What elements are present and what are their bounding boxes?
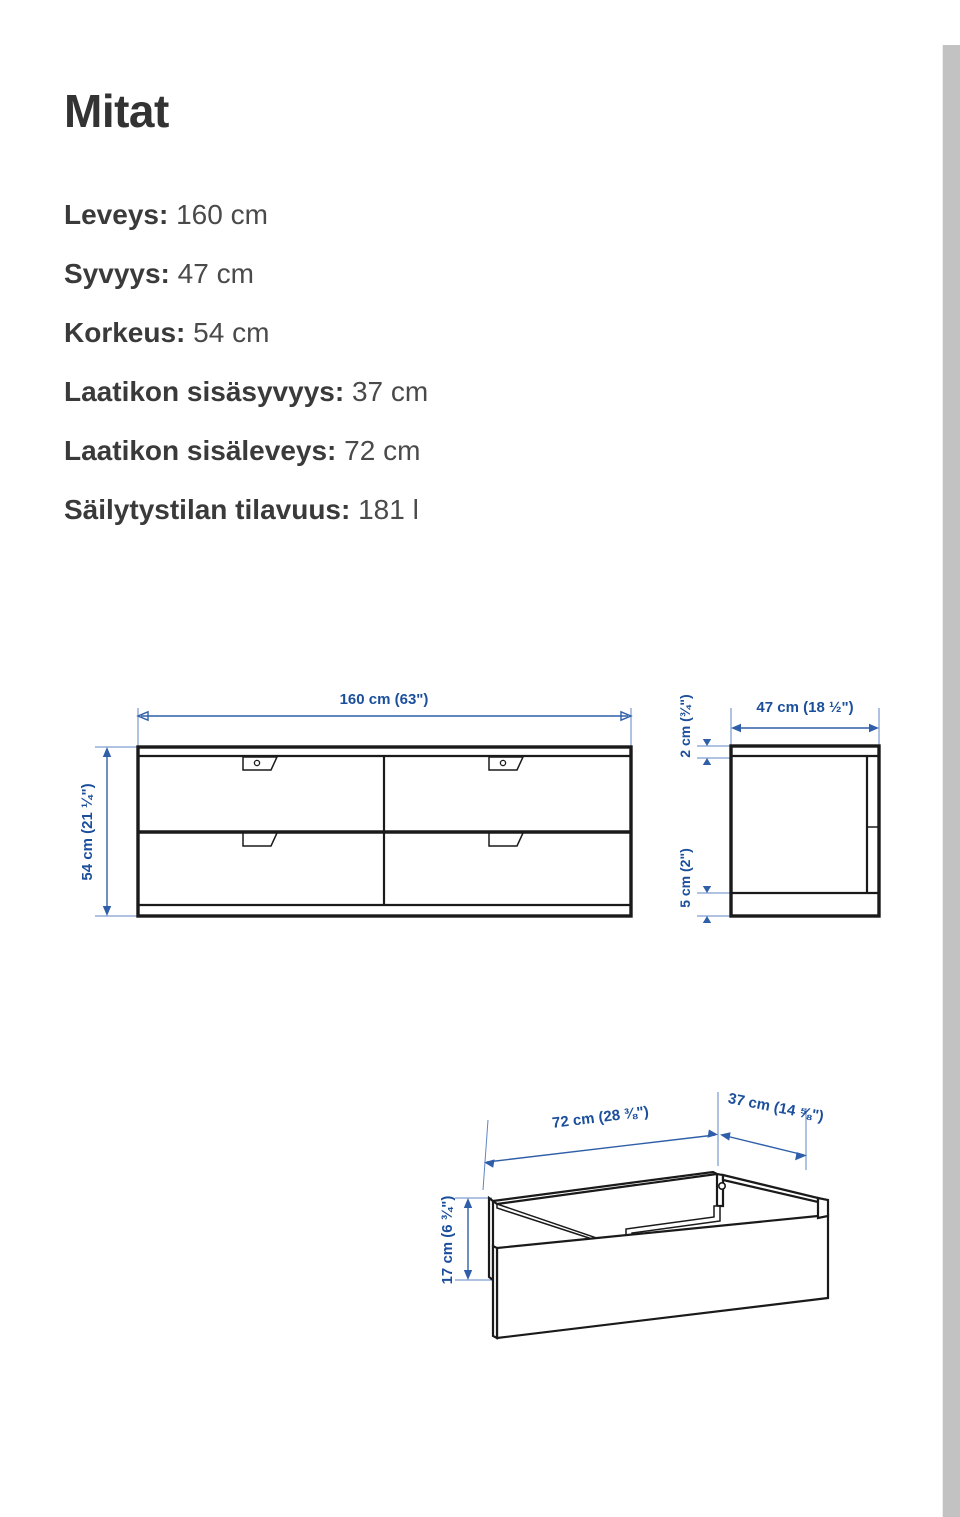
spec-label-laatikon-sisasyvyys: Laatikon sisäsyvyys: bbox=[64, 376, 345, 407]
front-view-height-label: 54 cm (21 ¼") bbox=[79, 783, 96, 881]
spec-label-leveys: Leveys: bbox=[64, 199, 169, 230]
front-view-width-label: 160 cm (63") bbox=[339, 691, 429, 708]
front-view-cabinet-body bbox=[138, 747, 631, 916]
drawer-inner-height-dimension bbox=[439, 1196, 492, 1285]
drawer-handle-top-right bbox=[489, 757, 523, 770]
side-view-top-thickness-dimension bbox=[677, 694, 731, 765]
spec-row-syvyys bbox=[64, 244, 764, 303]
spec-label-laatikon-sisaleveys: Laatikon sisäleveys: bbox=[64, 435, 337, 466]
spec-row-laatikon-sisaleveys bbox=[64, 421, 764, 480]
drawer-inner-width-label: 72 cm (28 ⅜") bbox=[551, 1103, 650, 1132]
page-scrollbar-track[interactable] bbox=[938, 0, 960, 1517]
spec-label-sailytystilan-tilavuus: Säilytystilan tilavuus: bbox=[64, 494, 351, 525]
drawer-handle-bottom-right bbox=[489, 833, 523, 846]
drawer-handle-top-left bbox=[243, 757, 277, 770]
side-view-cabinet-body bbox=[731, 746, 879, 916]
spec-value-laatikon-sisasyvyys: 37 cm bbox=[351, 376, 429, 407]
side-view-diagram bbox=[677, 694, 879, 923]
spec-label-syvyys: Syvyys: bbox=[64, 258, 170, 289]
front-view-width-dimension bbox=[138, 691, 631, 750]
drawer-box bbox=[489, 1172, 828, 1338]
drawer-inner-height-label: 17 cm (6 ¾") bbox=[439, 1195, 456, 1285]
dimensions-spec-list bbox=[64, 185, 764, 539]
spec-row-sailytystilan-tilavuus bbox=[64, 480, 764, 539]
side-view-bottom-plinth-label: 5 cm (2") bbox=[677, 848, 693, 908]
spec-value-laatikon-sisaleveys: 72 cm bbox=[344, 435, 421, 466]
side-view-depth-label: 47 cm (18 ½") bbox=[756, 699, 854, 716]
spec-value-sailytystilan-tilavuus: 181 l bbox=[358, 494, 419, 525]
drawer-inner-depth-dimension bbox=[720, 1090, 825, 1170]
spec-value-korkeus: 54 cm bbox=[193, 317, 270, 348]
spec-row-korkeus bbox=[64, 303, 764, 362]
side-view-top-thickness-label: 2 cm (¾") bbox=[677, 694, 693, 758]
drawer-handle-bottom-left bbox=[243, 833, 277, 846]
drawer-isometric-diagram bbox=[439, 1090, 828, 1338]
side-view-bottom-plinth-dimension bbox=[677, 848, 731, 923]
page-title: Mitat bbox=[64, 84, 169, 137]
spec-value-syvyys: 47 cm bbox=[177, 258, 254, 289]
side-view-depth-dimension bbox=[731, 699, 879, 750]
technical-drawing-figure bbox=[0, 650, 938, 1370]
spec-row-leveys bbox=[64, 185, 764, 244]
spec-label-korkeus: Korkeus: bbox=[64, 317, 186, 348]
spec-value-leveys: 160 cm bbox=[176, 199, 268, 230]
drawer-inner-depth-label: 37 cm (14 ⅝") bbox=[726, 1089, 826, 1126]
page-scrollbar-thumb[interactable] bbox=[942, 45, 960, 1517]
front-view-diagram bbox=[79, 691, 631, 916]
spec-row-laatikon-sisasyvyys bbox=[64, 362, 764, 421]
front-view-height-dimension bbox=[79, 747, 140, 916]
